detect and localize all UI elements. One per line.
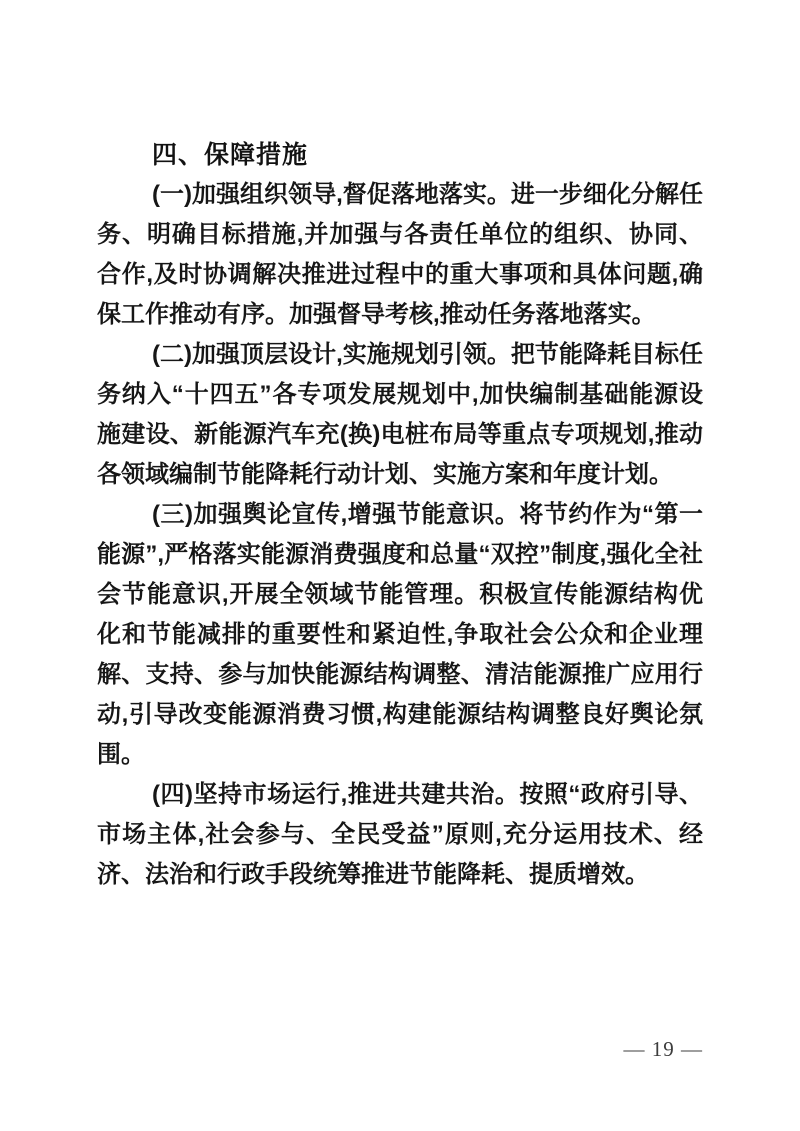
paragraph-3: (三)加强舆论宣传,增强节能意识。将节约作为“第一能源”,严格落实能源消费强度和总量“双控”制度,强化全社会节能意识,开展全领域节能管理。积极宣传能源结构优化和节能减排的重要性和紧迫性,争取社会公众和企业理解、支持、参与加快能源结构调整、清洁能源推广应用行动,引导改变能源消费习惯,构建能源结构调整良好舆论氛围。 <box>97 501 703 768</box>
section-heading: 四、保障措施 <box>152 141 309 169</box>
page-number: — 19 — <box>623 1037 703 1061</box>
paragraph-1: (一)加强组织领导,督促落地落实。进一步细化分解任务、明确目标措施,并加强与各责任单位的组织、协同、合作,及时协调解决推进过程中的重大事项和具体问题,确保工作推动有序。加强督导考核,推动任务落地落实。 <box>97 181 703 328</box>
page-footer <box>97 1036 703 1062</box>
document-body <box>97 135 703 895</box>
paragraph-2: (二)加强顶层设计,实施规划引领。把节能降耗目标任务纳入“十四五”各专项发展规划中,加快编制基础能源设施建设、新能源汽车充(换)电桩布局等重点专项规划,推动各领域编制节能降耗行动计划、实施方案和年度计划。 <box>97 341 703 488</box>
paragraph-4: (四)坚持市场运行,推进共建共治。按照“政府引导、市场主体,社会参与、全民受益”原则,充分运用技术、经济、法治和行政手段统筹推进节能降耗、提质增效。 <box>97 781 703 888</box>
